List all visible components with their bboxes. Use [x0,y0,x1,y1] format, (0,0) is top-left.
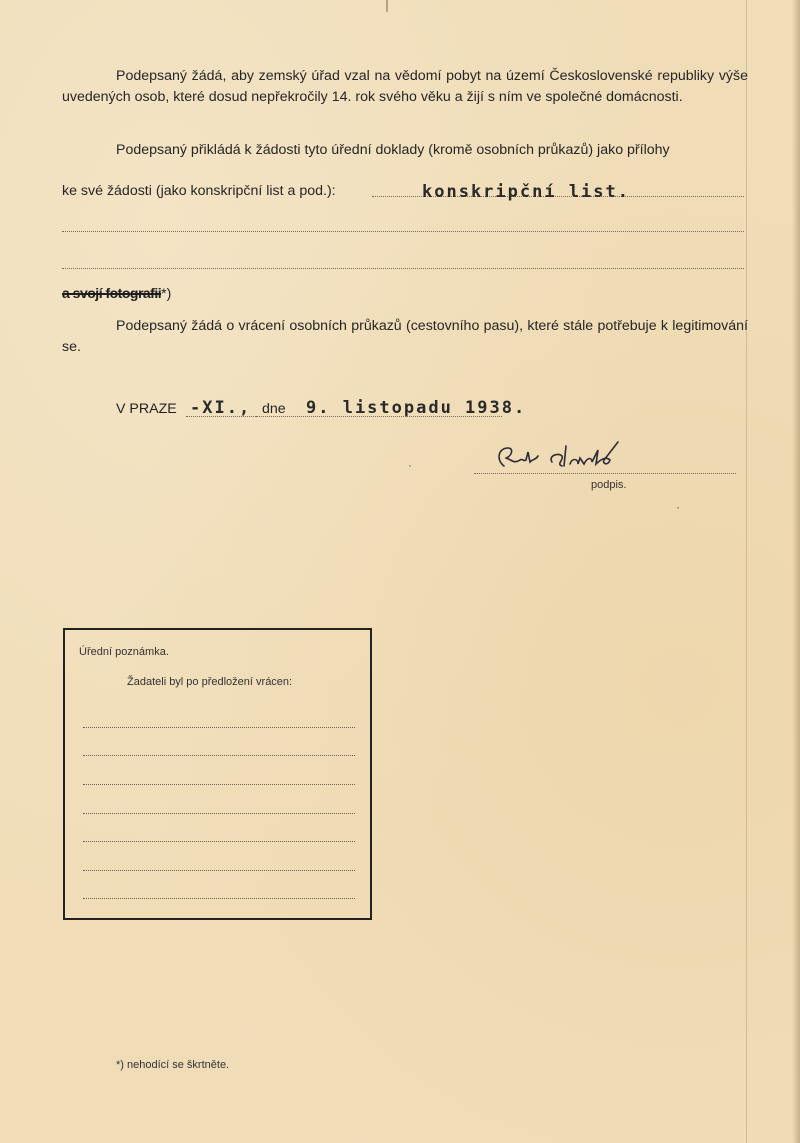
page-edge-shadow [792,0,800,1143]
staple-mark [386,0,388,12]
handwritten-signature [492,436,642,476]
official-note-line [83,841,355,842]
date-label: dne [262,401,286,417]
ink-speck: · [676,500,680,514]
official-note-line [83,727,355,728]
paragraph-stay-notice: Podepsaný žádá, aby zemský úřad vzal na vědomí pobyt na území Československé republiky výše uvedených osob, které dosud nepřekročily 14. rok svého věku a žijí s ním ve společné domácnosti. [62,68,748,105]
struck-footnote-marker: *) [161,285,172,301]
attachments-typed-value: konskripční list. [422,182,630,202]
attachments-label: ke své žádosti (jako konskripční list a pod.): [62,183,336,199]
official-note-line [83,755,355,756]
paragraph-return-documents: Podepsaný žádá o vrácení osobních průkazů (cestovního pasu), které stále potřebuje k legitimování se. [62,318,748,355]
place-label: V PRAZE [116,401,177,417]
date-dotted-line [256,416,502,417]
signature-caption: podpis. [591,479,627,491]
official-note-title: Úřední poznámka. [79,646,169,658]
attachments-dotted-line-2 [62,231,744,232]
official-note-line [83,784,355,785]
official-note-subtitle: Žadateli byl po předložení vrácen: [127,676,293,688]
official-note-box [63,628,372,920]
struck-photo-clause [62,285,171,301]
official-note-line [83,870,355,871]
attachments-dotted-line-3 [62,268,744,269]
signature-line [474,473,736,474]
official-note-line [83,813,355,814]
paragraph-attachments: Podepsaný přikládá k žádosti tyto úřední doklady (kromě osobních průkazů) jako přílohy [116,142,670,158]
ink-speck: · [408,458,412,472]
struck-text: a svojí fotografii [62,285,162,301]
date-typed-value: 9. listopadu 1938. [306,398,527,418]
footnote: *) nehodící se škrtněte. [116,1059,230,1071]
place-typed-value: -XI., [190,398,252,418]
official-note-line [83,898,355,899]
place-dotted-line [186,416,256,417]
fold-line [746,0,747,1143]
